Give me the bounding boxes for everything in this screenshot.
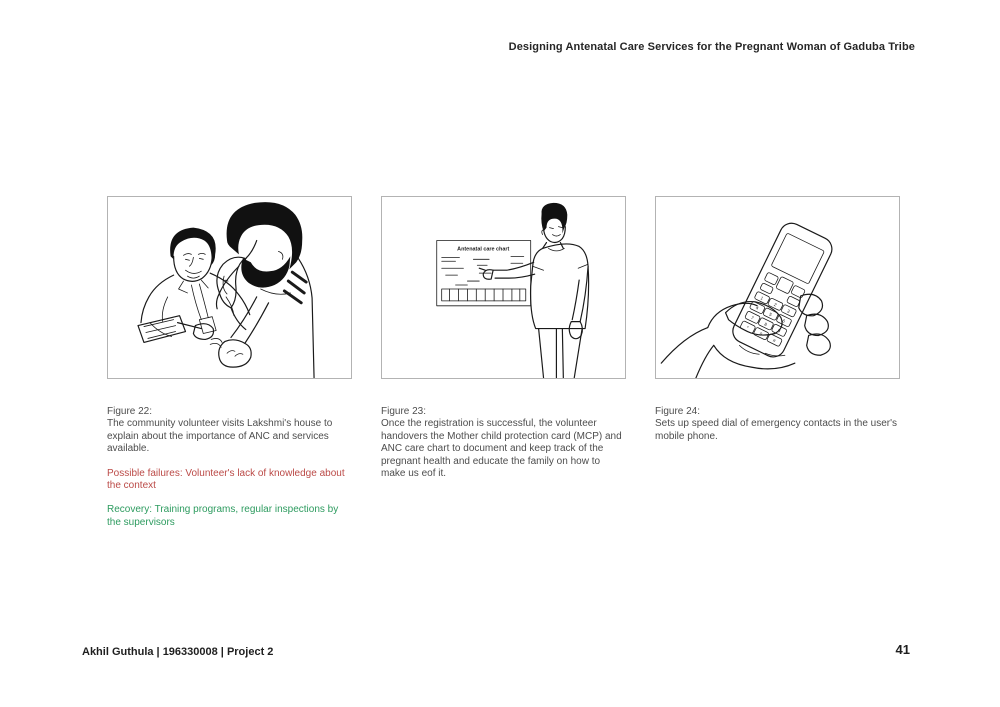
phone-screen xyxy=(771,233,824,284)
key-4: 4 xyxy=(754,305,760,311)
key-2: 2 xyxy=(773,301,778,308)
figure-22-recovery-note: Recovery: Training programs, regular inspections by the supervisors xyxy=(107,504,339,528)
footer-author-line: Akhil Guthula | 196330008 | Project 2 xyxy=(82,646,274,658)
figure-22-frame xyxy=(107,196,352,379)
figure-24-frame xyxy=(655,196,900,379)
key-0: 0 xyxy=(758,331,764,337)
figure-23-label: Figure 23: xyxy=(381,406,427,417)
figure-22-block xyxy=(107,196,352,529)
figure-23-frame xyxy=(381,196,626,379)
anc-chart-title: Antenatal care chart xyxy=(457,246,510,253)
figure-23-caption xyxy=(381,406,624,480)
figure-23-block xyxy=(381,196,626,529)
key-hash: # xyxy=(772,337,777,344)
bearded-man-figure xyxy=(216,202,314,378)
key-3: 3 xyxy=(786,308,791,315)
header-title: Designing Antenatal Care Services for the Pregnant Woman of Gaduba Tribe xyxy=(508,41,915,53)
figure-22-failure-note: Possible failures: Volunteer's lack of knowledge about the context xyxy=(107,467,345,492)
figure-22-text: The community volunteer visits Lakshmi's house to explain about the importance of ANC and services available. xyxy=(107,418,333,455)
volunteer-visits-family-illustration xyxy=(108,197,351,378)
key-1: 1 xyxy=(759,295,765,302)
figure-24-label: Figure 24: xyxy=(655,406,701,417)
key-7: 7 xyxy=(750,314,755,321)
figure-22-caption xyxy=(107,406,350,529)
pointing-man-figure xyxy=(479,203,588,378)
figure-row xyxy=(107,196,900,529)
page-number: 41 xyxy=(895,642,910,657)
feature-phone xyxy=(729,219,836,361)
phone-keypad xyxy=(740,291,797,347)
key-8: 8 xyxy=(763,321,768,328)
figure-24-block xyxy=(655,196,900,529)
key-5: 5 xyxy=(768,311,773,318)
key-star: * xyxy=(745,324,750,331)
volunteer-explains-anc-chart-illustration xyxy=(382,197,625,378)
figure-24-caption xyxy=(655,406,898,443)
key-6: 6 xyxy=(781,318,787,324)
figure-22-label: Figure 22: xyxy=(107,406,153,417)
figure-23-text: Once the registration is successful, the volunteer handovers the Mother child protection card (MCP) and ANC care chart to document and keep track of the pregnant health and educate the family on how to make us eof it. xyxy=(381,418,622,480)
hand-holding-mobile-phone-illustration xyxy=(656,197,899,378)
figure-24-text: Sets up speed dial of emergency contacts in the user's mobile phone. xyxy=(655,418,898,442)
key-9: 9 xyxy=(776,327,782,334)
